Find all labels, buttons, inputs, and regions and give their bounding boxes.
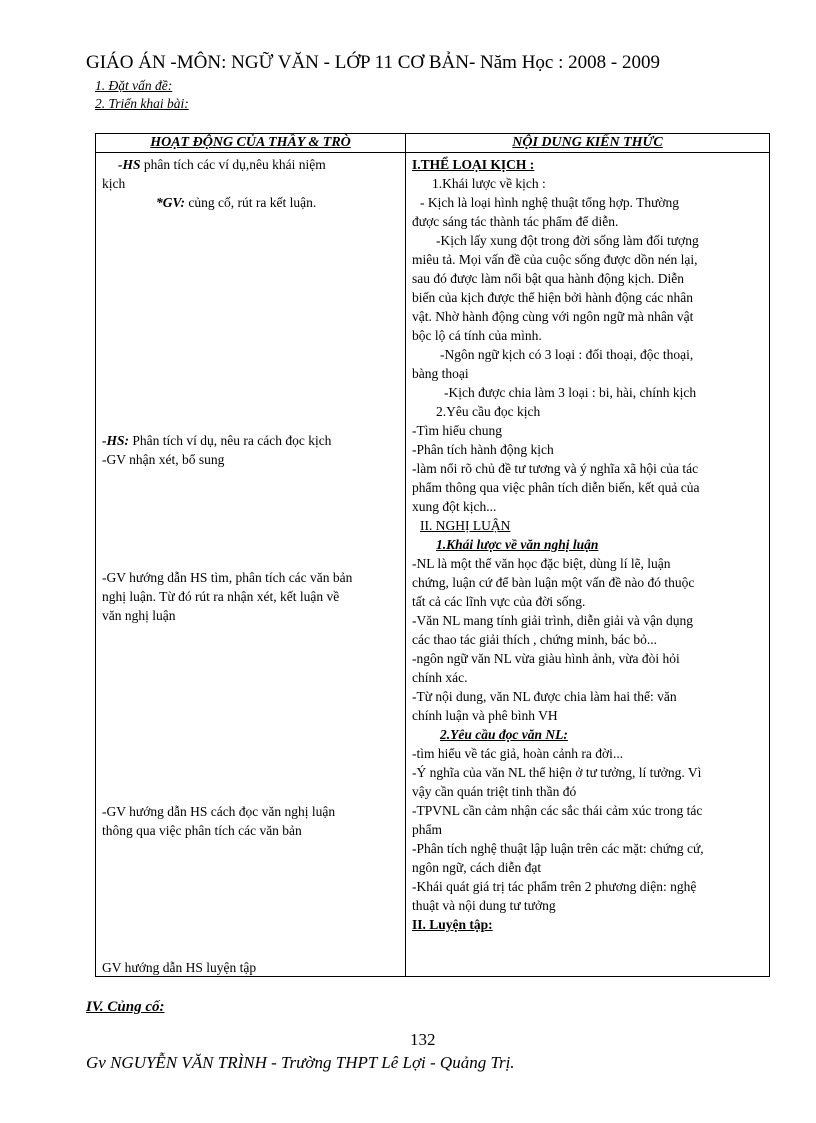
nl-req-2-line-2: vậy cần quán triệt tinh thần đó [412, 784, 577, 799]
gv-activity-4-line-1: -GV hướng dẫn HS cách đọc văn nghị luận [102, 804, 336, 819]
col-header-activities: HOẠT ĐỘNG CỦA THẦY & TRÒ [96, 134, 406, 153]
nl-req-4-line-1: -Phân tích nghệ thuật lập luận trên các mặt: chứng cứ, [412, 841, 704, 856]
kich-subheading-2: 2.Yêu cầu đọc kịch [436, 404, 541, 419]
nl-req-5-line-2: thuật và nội dung tư tưởng [412, 898, 556, 913]
kich-para-4: -Kịch được chia làm 3 loại : bi, hài, chính kịch [444, 385, 697, 400]
nl-req-2-line-1: -Ý nghĩa của văn NL thể hiện ở tư tưởng, lí tưởng. Vì [412, 765, 702, 780]
document-title: GIÁO ÁN -MÔN: NGỮ VĂN - LỚP 11 CƠ BẢN- Năm Học : 2008 - 2009 [86, 52, 660, 73]
kich-para-3-line-2: bàng thoại [412, 366, 469, 381]
nl-req-3-line-2: phẩm [412, 822, 442, 837]
kich-para-1-line-1: - Kịch là loại hình nghệ thuật tổng hợp. Thường [420, 195, 680, 210]
section-trien-khai-bai: 2. Triển khai bài: [95, 96, 189, 111]
nl-para-2-line-1: -Văn NL mang tính giải trình, diễn giải và vận dụng [412, 613, 694, 628]
kich-req-3-line-2: phẩm thông qua việc phân tích diễn biến, kết quả của [412, 480, 700, 495]
nl-req-3-line-1: -TPVNL cần cảm nhận các sắc thái cảm xúc trong tác [412, 803, 703, 818]
section-kich-title: I.THỂ LOẠI KỊCH : [412, 157, 535, 172]
hs-label: -HS: [102, 433, 129, 448]
lesson-table [95, 133, 770, 977]
kich-req-2: -Phân tích hành động kịch [412, 442, 554, 457]
nl-para-3-line-2: chính xác. [412, 670, 468, 685]
hs-activity-1-cont: kịch [102, 176, 126, 191]
kich-req-3-line-1: -làm nổi rõ chủ đề tư tương và ý nghĩa xã hội của tác [412, 461, 699, 476]
section-dat-van-de: 1. Đặt vấn đề: [95, 78, 173, 93]
author-footer: Gv NGUYỄN VĂN TRÌNH - Trường THPT Lê Lợi - Quảng Trị. [86, 1053, 515, 1072]
nghi-luan-subheading-1: 1.Khái lược về văn nghị luận [436, 537, 599, 552]
gv-activity-2: -GV nhận xét, bổ sung [102, 452, 225, 467]
section-cung-co: IV. Củng cố: [86, 999, 165, 1015]
kich-para-2-line-6: bộc lộ cá tính của mình. [412, 328, 542, 343]
hs-label: -HS [118, 157, 141, 172]
kich-para-3-line-1: -Ngôn ngữ kịch có 3 loại : đối thoại, độc thoại, [440, 347, 694, 362]
gv-activity-3-line-3: văn nghị luận [102, 608, 176, 623]
gv-activity-4-line-2: thông qua việc phân tích các văn bản [102, 823, 302, 838]
nl-para-1-line-1: -NL là một thể văn học đặc biệt, dùng lí lẽ, luận [412, 556, 671, 571]
section-nghi-luan-title: II. NGHỊ LUẬN [420, 518, 511, 533]
nl-para-1-line-2: chứng, luận cứ để bàn luận một vấn đề nào đó thuộc [412, 575, 695, 590]
kich-para-2-line-2: miêu tả. Mọi vấn đề của cuộc sống được dồn nén lại, [412, 252, 698, 267]
content-cell [406, 153, 770, 977]
nl-req-4-line-2: ngôn ngữ, cách diễn đạt [412, 860, 542, 875]
hs-activity-1: -HS phân tích các ví dụ,nêu khái niệm [118, 157, 326, 172]
nl-para-4-line-2: chính luận và phê bình VH [412, 708, 558, 723]
activities-cell [96, 153, 406, 977]
page-number: 132 [410, 1030, 436, 1049]
nghi-luan-subheading-2: 2.Yêu cầu đọc văn NL: [440, 727, 568, 742]
gv-activity-1: *GV: củng cố, rút ra kết luận. [156, 195, 317, 210]
section-luyen-tap-title: II. Luyện tập: [412, 917, 493, 932]
kich-para-2-line-3: sau đó được làm nổi bật qua hành động kịch. Diễn [412, 271, 685, 286]
kich-para-2-line-4: biến của kịch được thể hiện bởi hành động các nhân [412, 290, 694, 305]
nl-para-2-line-2: các thao tác giải thích , chứng minh, bác bỏ... [412, 632, 657, 647]
table-body-row [96, 153, 770, 977]
kich-para-2-line-5: vật. Nhờ hành động cùng với ngôn ngữ mà nhân vật [412, 309, 694, 324]
nl-req-5-line-1: -Khái quát giá trị tác phẩm trên 2 phương diện: nghệ [412, 879, 697, 894]
nl-para-4-line-1: -Từ nội dung, văn NL được chia làm hai thể: văn [412, 689, 677, 704]
kich-subheading-1: 1.Khái lược về kịch : [432, 176, 546, 191]
nl-para-1-line-3: tất cả các lĩnh vực của đời sống. [412, 594, 586, 609]
kich-req-1: -Tìm hiểu chung [412, 423, 502, 438]
kich-req-3-line-3: xung đột kịch... [412, 499, 497, 514]
kich-para-2-line-1: -Kịch lấy xung đột trong đời sống làm đối tượng [436, 233, 699, 248]
gv-label: *GV: [156, 195, 185, 210]
nl-para-3-line-1: -ngôn ngữ văn NL vừa giàu hình ảnh, vừa đòi hỏi [412, 651, 680, 666]
kich-para-1-line-2: được sáng tác thành tác phẩm để diễn. [412, 214, 619, 229]
col-header-content: NỘI DUNG KIẾN THỨC [406, 134, 770, 153]
gv-activity-5: GV hướng dẫn HS luyện tập [102, 960, 257, 975]
table-header-row [96, 134, 770, 153]
gv-activity-3-line-2: nghị luận. Từ đó rút ra nhận xét, kết luận về [102, 589, 340, 604]
gv-activity-3-line-1: -GV hướng dẫn HS tìm, phân tích các văn bản [102, 570, 353, 585]
hs-activity-2: -HS: Phân tích ví dụ, nêu ra cách đọc kịch [102, 433, 332, 448]
nl-req-1: -tìm hiểu về tác giả, hoàn cảnh ra đời... [412, 746, 624, 761]
